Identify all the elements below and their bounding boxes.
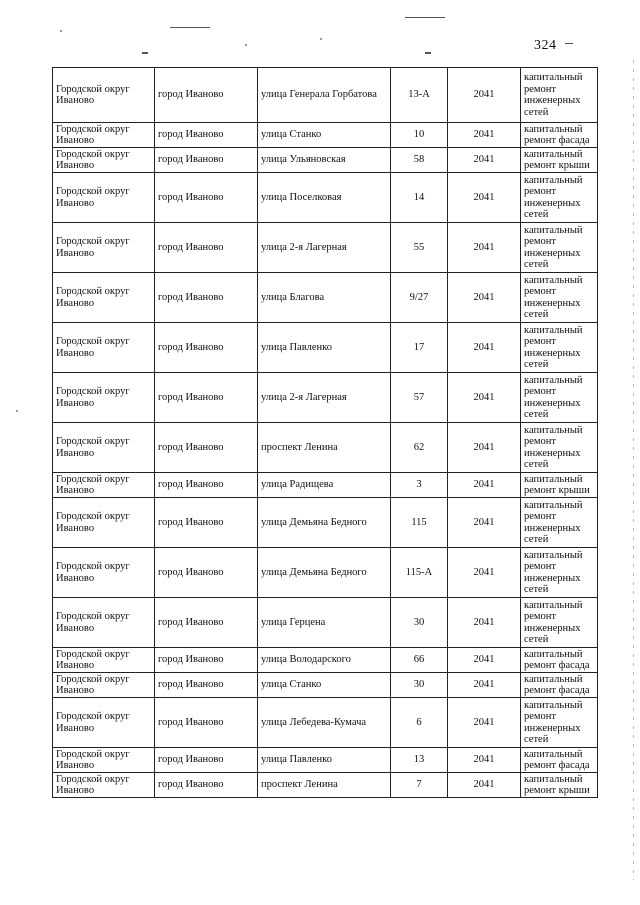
city-cell: город Иваново [155, 423, 258, 473]
work-type-cell: капитальный ремонт инженерных сетей [521, 68, 598, 123]
year-cell: 2041 [448, 698, 521, 748]
district-cell: Городской округ Иваново [53, 273, 155, 323]
house-number-cell: 17 [391, 323, 448, 373]
table-row [53, 698, 598, 748]
repair-registry-table [52, 67, 598, 798]
work-type-cell: капитальный ремонт фасада [521, 673, 598, 698]
city-cell: город Иваново [155, 773, 258, 798]
house-number-cell: 10 [391, 123, 448, 148]
district-cell: Городской округ Иваново [53, 698, 155, 748]
table-row [53, 148, 598, 173]
table-row [53, 498, 598, 548]
table-row [53, 673, 598, 698]
district-cell: Городской округ Иваново [53, 323, 155, 373]
house-number-cell: 9/27 [391, 273, 448, 323]
district-cell: Городской округ Иваново [53, 648, 155, 673]
district-cell: Городской округ Иваново [53, 223, 155, 273]
house-number-cell: 115-А [391, 548, 448, 598]
district-cell: Городской округ Иваново [53, 548, 155, 598]
work-type-cell: капитальный ремонт фасада [521, 123, 598, 148]
city-cell: город Иваново [155, 748, 258, 773]
year-cell: 2041 [448, 673, 521, 698]
table-row [53, 173, 598, 223]
scan-artifact [16, 410, 18, 412]
city-cell: город Иваново [155, 473, 258, 498]
scan-artifact [60, 30, 62, 32]
work-type-cell: капитальный ремонт инженерных сетей [521, 373, 598, 423]
district-cell: Городской округ Иваново [53, 123, 155, 148]
year-cell: 2041 [448, 773, 521, 798]
house-number-cell: 3 [391, 473, 448, 498]
table-row [53, 423, 598, 473]
district-cell: Городской округ Иваново [53, 748, 155, 773]
work-type-cell: капитальный ремонт фасада [521, 648, 598, 673]
district-cell: Городской округ Иваново [53, 173, 155, 223]
work-type-cell: капитальный ремонт инженерных сетей [521, 548, 598, 598]
house-number-cell: 30 [391, 673, 448, 698]
district-cell: Городской округ Иваново [53, 473, 155, 498]
city-cell: город Иваново [155, 598, 258, 648]
street-cell: проспект Ленина [258, 423, 391, 473]
street-cell: улица Демьяна Бедного [258, 498, 391, 548]
year-cell: 2041 [448, 148, 521, 173]
year-cell: 2041 [448, 323, 521, 373]
work-type-cell: капитальный ремонт фасада [521, 748, 598, 773]
house-number-cell: 62 [391, 423, 448, 473]
table-row [53, 123, 598, 148]
table-row [53, 373, 598, 423]
street-cell: улица 2-я Лагерная [258, 373, 391, 423]
city-cell: город Иваново [155, 673, 258, 698]
table-row [53, 68, 598, 123]
city-cell: город Иваново [155, 498, 258, 548]
work-type-cell: капитальный ремонт инженерных сетей [521, 173, 598, 223]
house-number-cell: 115 [391, 498, 448, 548]
work-type-cell: капитальный ремонт инженерных сетей [521, 273, 598, 323]
district-cell: Городской округ Иваново [53, 498, 155, 548]
year-cell: 2041 [448, 373, 521, 423]
page-number: 324 [534, 38, 557, 53]
city-cell: город Иваново [155, 173, 258, 223]
district-cell: Городской округ Иваново [53, 148, 155, 173]
district-cell: Городской округ Иваново [53, 423, 155, 473]
work-type-cell: капитальный ремонт инженерных сетей [521, 423, 598, 473]
work-type-cell: капитальный ремонт крыши [521, 773, 598, 798]
street-cell: улица Радищева [258, 473, 391, 498]
city-cell: город Иваново [155, 323, 258, 373]
city-cell: город Иваново [155, 698, 258, 748]
district-cell: Городской округ Иваново [53, 773, 155, 798]
street-cell: улица Демьяна Бедного [258, 548, 391, 598]
city-cell: город Иваново [155, 648, 258, 673]
street-cell: улица Ульяновская [258, 148, 391, 173]
year-cell: 2041 [448, 123, 521, 148]
table-row [53, 323, 598, 373]
work-type-cell: капитальный ремонт крыши [521, 473, 598, 498]
table-row [53, 548, 598, 598]
table-row [53, 598, 598, 648]
year-cell: 2041 [448, 748, 521, 773]
year-cell: 2041 [448, 68, 521, 123]
street-cell: улица Генерала Горбатова [258, 68, 391, 123]
scan-artifact [405, 17, 445, 18]
district-cell: Городской округ Иваново [53, 373, 155, 423]
street-cell: улица Павленко [258, 323, 391, 373]
street-cell: улица Станко [258, 673, 391, 698]
table-row [53, 773, 598, 798]
scan-edge [633, 60, 634, 880]
scan-artifact [565, 43, 573, 44]
table-row [53, 473, 598, 498]
year-cell: 2041 [448, 423, 521, 473]
house-number-cell: 14 [391, 173, 448, 223]
work-type-cell: капитальный ремонт инженерных сетей [521, 598, 598, 648]
house-number-cell: 6 [391, 698, 448, 748]
table-body [53, 68, 598, 798]
city-cell: город Иваново [155, 373, 258, 423]
street-cell: улица Павленко [258, 748, 391, 773]
street-cell: проспект Ленина [258, 773, 391, 798]
year-cell: 2041 [448, 273, 521, 323]
scan-artifact [245, 44, 247, 46]
city-cell: город Иваново [155, 223, 258, 273]
district-cell: Городской округ Иваново [53, 673, 155, 698]
year-cell: 2041 [448, 498, 521, 548]
year-cell: 2041 [448, 173, 521, 223]
house-number-cell: 30 [391, 598, 448, 648]
district-cell: Городской округ Иваново [53, 598, 155, 648]
city-cell: город Иваново [155, 273, 258, 323]
year-cell: 2041 [448, 223, 521, 273]
scan-artifact [170, 27, 210, 28]
work-type-cell: капитальный ремонт инженерных сетей [521, 223, 598, 273]
table-row [53, 223, 598, 273]
house-number-cell: 57 [391, 373, 448, 423]
house-number-cell: 55 [391, 223, 448, 273]
work-type-cell: капитальный ремонт инженерных сетей [521, 323, 598, 373]
city-cell: город Иваново [155, 548, 258, 598]
table-row [53, 273, 598, 323]
house-number-cell: 58 [391, 148, 448, 173]
work-type-cell: капитальный ремонт крыши [521, 148, 598, 173]
street-cell: улица Лебедева-Кумача [258, 698, 391, 748]
house-number-cell: 66 [391, 648, 448, 673]
scan-artifact [320, 38, 322, 40]
year-cell: 2041 [448, 473, 521, 498]
city-cell: город Иваново [155, 123, 258, 148]
house-number-cell: 7 [391, 773, 448, 798]
city-cell: город Иваново [155, 68, 258, 123]
district-cell: Городской округ Иваново [53, 68, 155, 123]
table-row [53, 748, 598, 773]
street-cell: улица Благова [258, 273, 391, 323]
street-cell: улица Станко [258, 123, 391, 148]
year-cell: 2041 [448, 648, 521, 673]
year-cell: 2041 [448, 548, 521, 598]
street-cell: улица Володарского [258, 648, 391, 673]
scan-artifact [425, 52, 431, 54]
table-row [53, 648, 598, 673]
house-number-cell: 13-А [391, 68, 448, 123]
street-cell: улица 2-я Лагерная [258, 223, 391, 273]
work-type-cell: капитальный ремонт инженерных сетей [521, 698, 598, 748]
city-cell: город Иваново [155, 148, 258, 173]
year-cell: 2041 [448, 598, 521, 648]
work-type-cell: капитальный ремонт инженерных сетей [521, 498, 598, 548]
street-cell: улица Поселковая [258, 173, 391, 223]
scan-artifact [142, 52, 148, 54]
street-cell: улица Герцена [258, 598, 391, 648]
house-number-cell: 13 [391, 748, 448, 773]
